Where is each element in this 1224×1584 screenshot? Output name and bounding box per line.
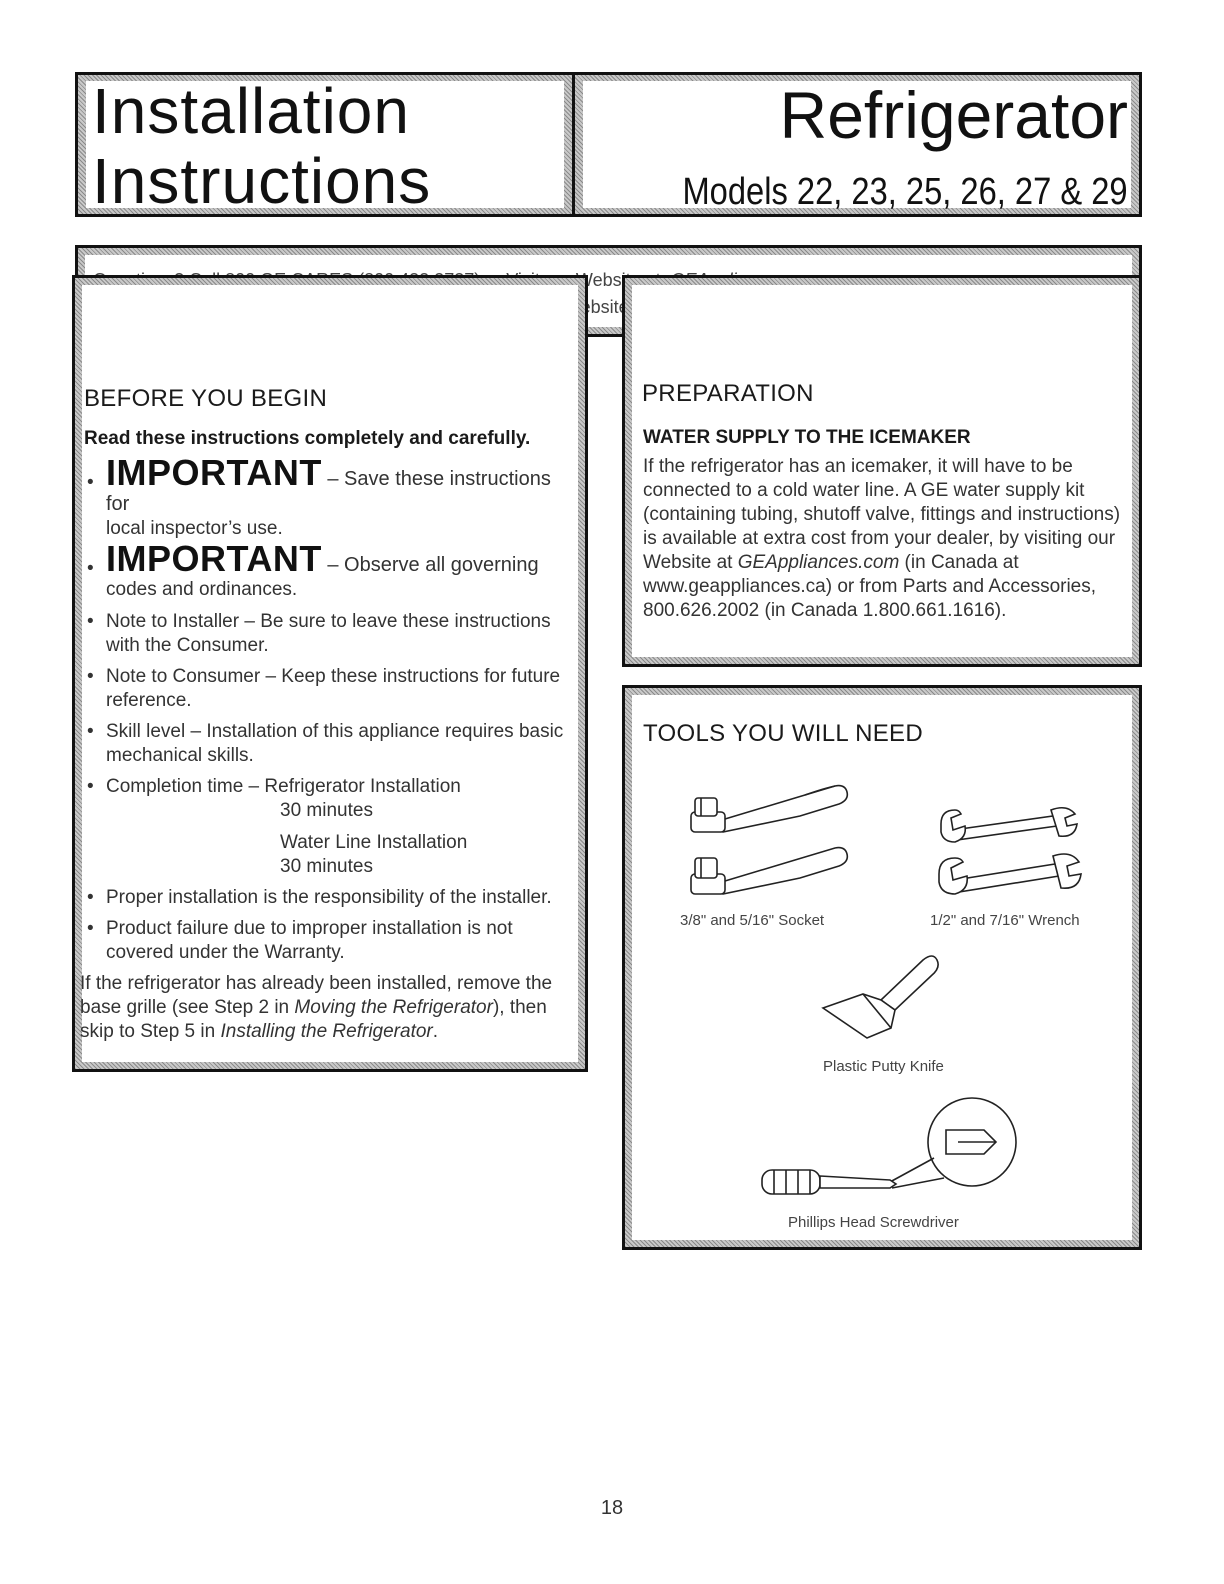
- important-text: – Save these instructions for: [106, 468, 551, 515]
- socket-wrench-small-icon: [691, 848, 847, 894]
- closing-paragraph: [80, 972, 574, 1044]
- completion-label-2: Water Line Installation: [280, 832, 468, 853]
- closing-text: .: [432, 1021, 439, 1042]
- closing-text: If the refrigerator has already been installed, remove the base grille (see Step 2 in: [80, 973, 553, 1018]
- important-text: – Observe all governing: [321, 554, 539, 576]
- socket-label: 3/8" and 5/16" Socket: [680, 912, 825, 929]
- completion-time-2: 30 minutes: [280, 856, 373, 877]
- water-supply-paragraph: [643, 455, 1131, 623]
- putty-knife-icon: [815, 950, 945, 1050]
- read-instructions-subtitle: Read these instructions completely and carefully.: [84, 428, 531, 449]
- list-item: • Proper installation is the responsibility of the installer.: [84, 886, 574, 910]
- wrench-large-icon: [939, 854, 1081, 894]
- wrench-small-icon: [941, 808, 1077, 842]
- socket-wrench-icon: [675, 780, 865, 910]
- important-continuation: local inspector’s use.: [106, 518, 283, 539]
- open-end-wrench-icon: [935, 800, 1085, 910]
- contact-us-text: Website: [575, 270, 641, 290]
- tools-title: TOOLS YOU WILL NEED: [643, 720, 924, 747]
- important-label: IMPORTANT: [106, 538, 322, 579]
- water-supply-text: If the refrigerator has an icemaker, it will have to be connected to a cold water line. A GE water supply kit (containing tubing, shutoff valve, fittings and instructions) is available at extra cost from your dealer, by visiting our Website at: [643, 456, 1121, 573]
- list-item: • Note to Installer – Be sure to leave these instructions with the Consumer.: [84, 610, 574, 658]
- wrench-label: 1/2" and 7/16" Wrench: [930, 912, 1080, 929]
- water-supply-text: (in Canada at www.geappliances.ca) or from Parts and Accessories, 800.626.2002 (in Canada 1.800.661.1616).: [643, 552, 1097, 621]
- important-item-1: [84, 452, 574, 541]
- completion-label: • Completion time – Refrigerator Installation: [106, 776, 461, 797]
- preparation-title: PREPARATION: [642, 380, 814, 407]
- important-item-2: [84, 538, 574, 602]
- water-supply-subtitle: WATER SUPPLY TO THE ICEMAKER: [643, 427, 971, 448]
- closing-text: ), then skip to Step 5 in: [80, 997, 547, 1042]
- moving-reference: Moving the Refrigerator: [294, 997, 493, 1018]
- completion-time-item: [84, 775, 574, 879]
- before-you-begin-title: BEFORE YOU BEGIN: [84, 385, 328, 412]
- completion-time-1: 30 minutes: [280, 800, 373, 821]
- list-item: • Skill level – Installation of this appliance requires basic mechanical skills.: [84, 720, 574, 768]
- phillips-screwdriver-icon: [740, 1090, 1030, 1200]
- page-title-line-2: Instructions: [92, 145, 432, 217]
- before-you-begin-list: [80, 452, 574, 1044]
- models-subtitle: Models 22, 23, 25, 26, 27 & 29: [682, 171, 1128, 213]
- list-item: • Product failure due to improper installation is not covered under the Warranty.: [84, 917, 574, 965]
- socket-wrench-large-icon: [691, 786, 847, 832]
- screwdriver-label: Phillips Head Screwdriver: [788, 1214, 959, 1231]
- page-number: 18: [600, 1497, 624, 1519]
- contact-line-canada: Website: [563, 297, 629, 317]
- important-continuation: codes and ordinances.: [106, 579, 298, 600]
- list-item: • Note to Consumer – Keep these instructions for future reference.: [84, 665, 574, 713]
- geappliances-link[interactable]: GEAppliances.com: [737, 552, 900, 573]
- page-title-line-1: Installation: [92, 75, 410, 147]
- important-label: IMPORTANT: [106, 452, 322, 493]
- installing-reference: Installing the Refrigerator: [220, 1021, 433, 1042]
- product-title: Refrigerator: [779, 78, 1128, 152]
- putty-knife-label: Plastic Putty Knife: [823, 1058, 944, 1075]
